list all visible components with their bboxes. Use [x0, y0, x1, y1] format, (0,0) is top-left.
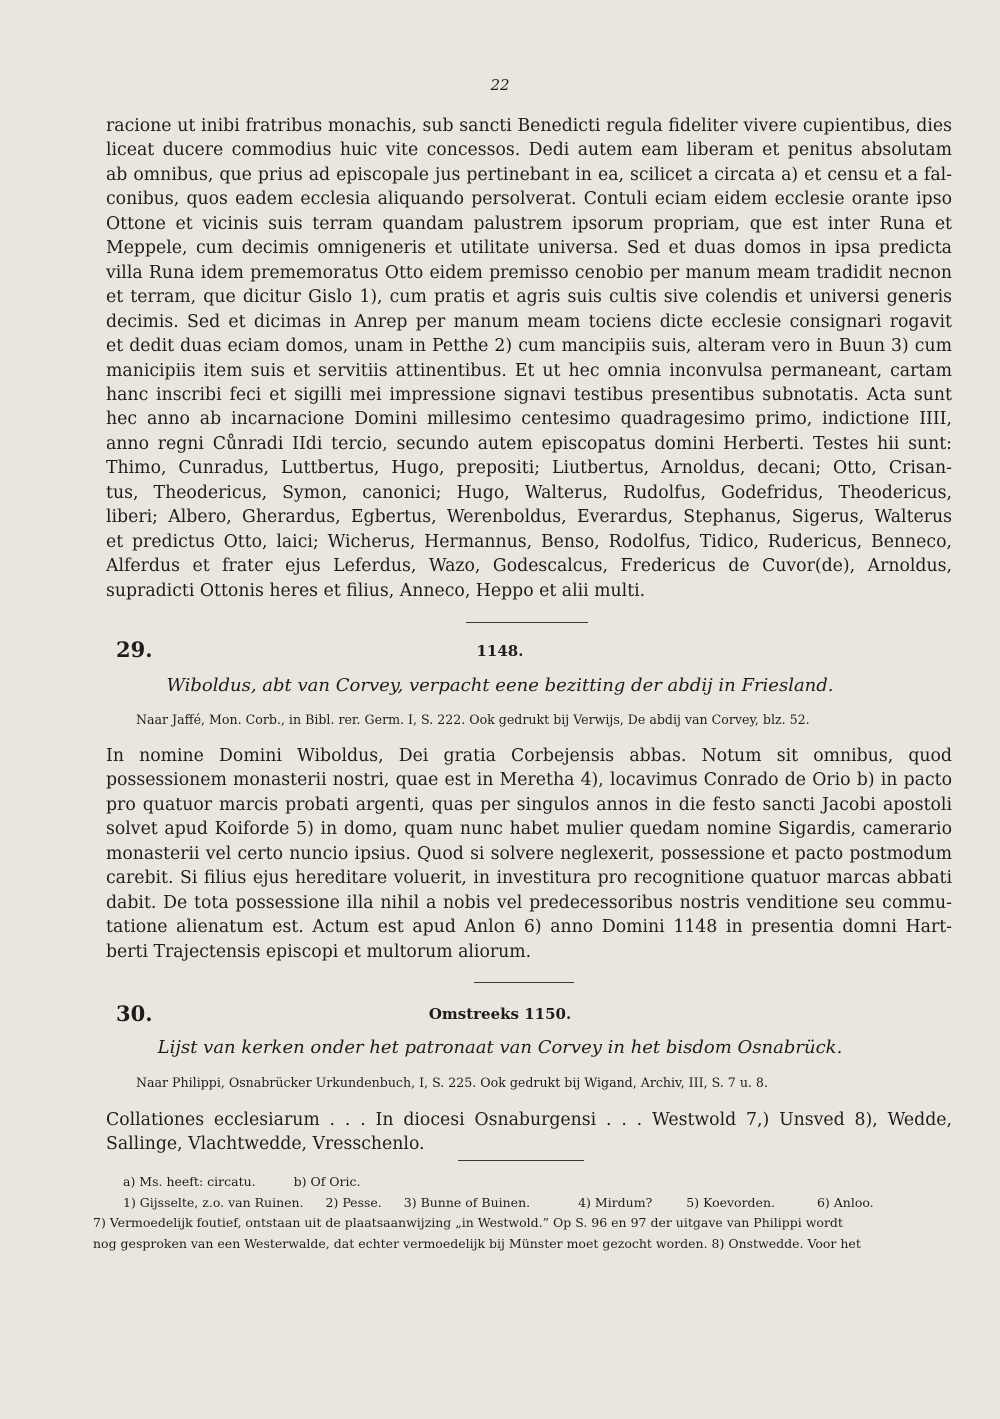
text-line: Ottone et vicinis suis terram quandam palustrem ipsorum propriam, que est inter Runa et: [106, 213, 952, 234]
text-line: tatione alienatum est. Actum est apud Anlon 6) anno Domini 1148 in presentia domni Hart-: [106, 917, 952, 938]
text-line: Collationes ecclesiarum . . . In diocesi Osnaburgensi . . . Westwold 7,) Unsved 8), Wedde,: [106, 1110, 952, 1130]
charter-30-title: Lijst van kerken onder het patronaat van Corvey in het bisdom Osnabrück.: [157, 1037, 843, 1058]
charter-29-date: 1148.: [476, 642, 524, 660]
text-line: Meppele, cum decimis omnigeneris et utilitate universa. Sed et duas domos in ipsa predicta: [106, 238, 952, 259]
charter-29-title: Wiboldus, abt van Corvey, verpacht eene bezitting der abdij in Friesland.: [166, 675, 834, 696]
separator-rule: [458, 1160, 584, 1161]
text-line: liceat ducere commodius huic vite concessos. Dedi autem eam liberam et penitus absolutam: [106, 140, 952, 161]
text-line: villa Runa idem prememoratus Otto eidem premisso cenobio per manum meam tradidit necnon: [106, 262, 952, 283]
text-line: possessionem monasterii nostri, quae est in Meretha 4), locavimus Conrado de Orio b) in pacto: [106, 770, 952, 791]
charter-29-text: [106, 744, 952, 964]
text-line: In nomine Domini Wiboldus, Dei gratia Corbejensis abbas. Notum sit omnibus, quod: [106, 746, 952, 766]
charter-29-number: 29.: [116, 637, 153, 662]
text-line: ab omnibus, que prius ad episcopale jus pertinebant in ea, scilicet a circata a) et censu et a fal-: [106, 164, 952, 185]
text-line: et terram, que dicitur Gislo 1), cum pratis et agris suis cultis sive colendis et universi generis: [106, 287, 952, 308]
text-line: pro quatuor marcis probati argenti, quas per singulos annos in die festo sancti Jacobi apostoli: [106, 794, 952, 815]
charter-29-source: Naar Jaffé, Mon. Corb., in Bibl. rer. Germ. I, S. 222. Ook gedrukt bij Verwijs, De abdij van Corvey, blz. 52.: [136, 712, 810, 727]
text-line: dabit. De tota possessione illa nihil a nobis vel predecessoribus nostris venditione seu commu-: [106, 892, 952, 913]
text-line: conibus, quos eadem ecclesia aliquando persolverat. Contuli eciam eidem ecclesie orante ipso: [106, 189, 952, 210]
text-line: hanc inscribi feci et sigilli mei impressione signavi testibus presentibus subnotatis. Acta sunt: [106, 384, 952, 405]
text-line: Thimo, Cunradus, Luttbertus, Hugo, prepositi; Liutbertus, Arnoldus, decani; Otto, Crisan-: [106, 458, 952, 479]
text-line: solvet apud Koiforde 5) in domo, quam nunc habet mulier quedam nomine Sigardis, camerario: [106, 819, 952, 840]
footnote-2: 2) Pesse.: [325, 1194, 382, 1210]
footnote-6: 6) Anloo.: [816, 1194, 874, 1210]
text-line: supradicti Ottonis heres et filius, Anneco, Heppo et alii multi.: [106, 580, 646, 601]
footnote-5: 5) Koevorden.: [686, 1194, 775, 1210]
charter-30-source: Naar Philippi, Osnabrücker Urkundenbuch, I, S. 225. Ook gedrukt bij Wigand, Archiv, III, S. 7 u. 8.: [136, 1075, 768, 1090]
footnote-7-continued: nog gesproken van een Westerwalde, dat echter vermoedelijk bij Münster moet gezocht worden. 8) Onstwedde. Voor het: [93, 1235, 861, 1251]
text-line: carebit. Si filius ejus hereditare voluerit, in investitura pro recognitione quatuor marcas abbati: [106, 868, 952, 889]
text-line: et predictus Otto, laici; Wicherus, Hermannus, Benso, Rodolfus, Tidico, Rudericus, Benneco,: [106, 531, 952, 552]
footnote-4: 4) Mirdum?: [578, 1194, 653, 1210]
text-line: decimis. Sed et dicimas in Anrep per manum meam tociens dicte ecclesie consignari rogavit: [106, 311, 952, 332]
text-line: anno regni Cůnradi IIdi tercio, secundo autem episcopatus domini Herberti. Testes hii sunt:: [106, 433, 952, 454]
text-line: monasterii vel certo nuncio ipsius. Quod si solvere neglexerit, possessione et pacto postmodum: [106, 843, 952, 864]
text-line: racione ut inibi fratribus monachis, sub sancti Benedicti regula fideliter vivere cupientibus, dies: [106, 116, 952, 136]
footnote-a: a) Ms. heeft: circatu.: [123, 1174, 256, 1189]
footnote-line-1: [93, 1193, 953, 1214]
charter-28-continuation: [106, 114, 952, 603]
footnote-letter-line: [93, 1172, 953, 1193]
charter-30-text: [106, 1108, 952, 1157]
text-line: Alferdus et frater ejus Leferdus, Wazo, Godescalcus, Fredericus de Cuvor(de), Arnoldus,: [106, 556, 952, 577]
text-line: tus, Theodericus, Symon, canonici; Hugo, Walterus, Rudolfus, Godefridus, Theodericus,: [106, 482, 952, 503]
text-line: manicipiis item suis et servitiis attinentibus. Et ut hec omnia inconvulsa permaneant, cartam: [106, 360, 952, 381]
footnotes: [93, 1172, 953, 1254]
text-line: Sallinge, Vlachtwedde, Vresschenlo.: [106, 1134, 425, 1155]
separator-rule: [474, 982, 574, 983]
text-line: hec anno ab incarnacione Domini millesimo centesimo quadragesimo primo, indictione IIII,: [106, 409, 952, 430]
footnote-3: 3) Bunne of Buinen.: [403, 1194, 531, 1210]
page-number: 22: [490, 76, 510, 94]
footnote-7: 7) Vermoedelijk foutief, ontstaan uit de plaatsaanwijzing „in Westwold.” Op S. 96 en 97 der uitgave van Philippi wordt: [93, 1215, 843, 1230]
separator-rule: [466, 622, 588, 623]
footnote-b: b) Of Oric.: [293, 1174, 361, 1189]
text-line: berti Trajectensis episcopi et multorum aliorum.: [106, 941, 532, 962]
text-line: liberi; Albero, Gherardus, Egbertus, Werenboldus, Everardus, Stephanus, Sigerus, Walterus: [106, 507, 952, 528]
text-line: et dedit duas eciam domos, unam in Petthe 2) cum mancipiis suis, alteram vero in Buun 3) cum: [106, 336, 952, 357]
charter-30-date: Omstreeks 1150.: [428, 1005, 572, 1023]
charter-30-number: 30.: [116, 1001, 153, 1026]
footnote-1: 1) Gijsselte, z.o. van Ruinen.: [123, 1194, 304, 1210]
